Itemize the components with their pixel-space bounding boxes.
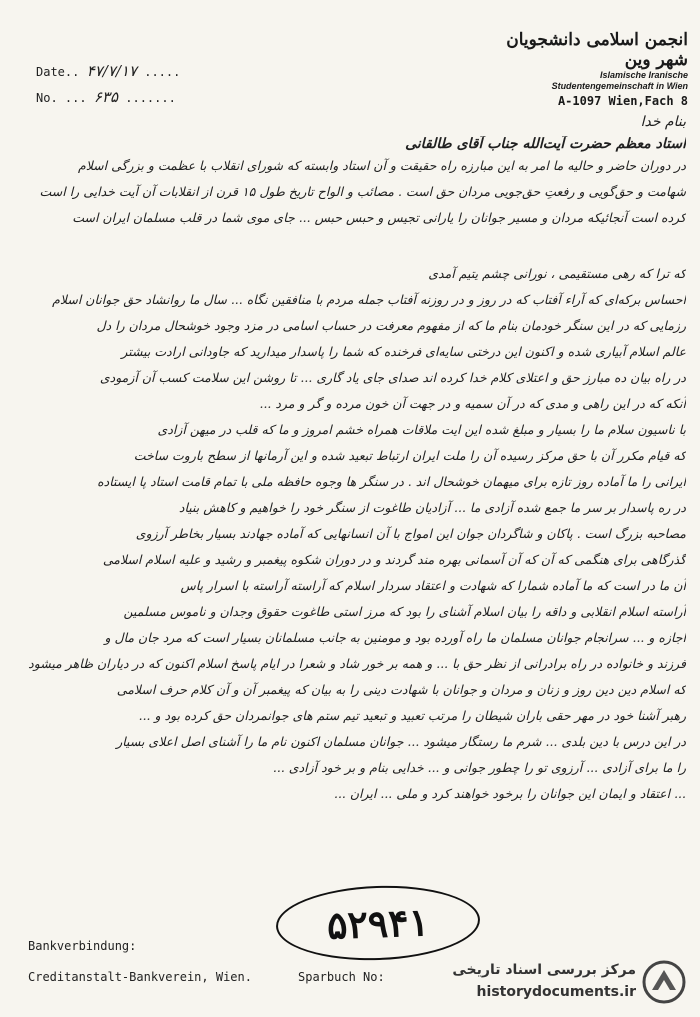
- bank-label: Bankverbindung:: [28, 939, 137, 953]
- letter-line: در دوران حاضر و حالیه ما امر به این مبارزه راه حقیقت و آن استاد وابسته که شورای انقلاب با عظمت و بزرگی اسلام: [77, 158, 686, 173]
- watermark-url: historydocuments.ir: [476, 984, 636, 1000]
- date-value: ۴۷/۷/۱۷: [86, 62, 137, 80]
- letter-salutation: استاد معظم حضرت آیت‌الله جناب آقای طالقانی: [405, 136, 686, 152]
- date-label: Date..: [36, 65, 80, 79]
- archive-number: ۵۲۹۴۱: [326, 898, 430, 948]
- letter-line: که اسلام دین دین روز و زنان و مردان و جوانان با شهادت دینی را به بیان که پیغمبر آن و آن کلام حرف اسلامی: [116, 682, 686, 697]
- letterhead-subtitle-2: Studentengemeinschaft in Wien: [551, 81, 688, 91]
- letter-line: مصاحبه بزرگ است . پاکان و شاگردان جوان این امواج با آن انسانهایی که آماده جهادند بسیار بخاطر آرزوی: [135, 526, 686, 541]
- archive-number-stamp: [275, 882, 481, 963]
- letter-line: در ره پاسدار بر سر ما جمع شده آزادی ما ... آزادیان طاغوت از سنگر خود را خواهیم و کاهش بنیاد: [178, 500, 686, 515]
- archive-logo-icon: [642, 960, 686, 1004]
- letter-line: اجازه و ... سرانجام جوانان مسلمان ما راه آورده بود و مومنین به جانب مسلمانان بسیار است که مرد جان مال و: [104, 630, 686, 645]
- letter-line: که ترا که رهی مستقیمی ، نورانی چشم یتیم آمدی: [428, 266, 686, 281]
- date-line: Date.. ۴۷/۷/۱۷ .....: [36, 62, 181, 80]
- letter-line: که قیام مکرر آن با حق مرکز رسیده آن را ملت ایران ارتباط تبعید شده و این آرمانها از سطح باروت ساخت: [133, 448, 686, 463]
- letterhead-subtitle-1: Islamische Iranische: [599, 70, 688, 80]
- number-line: No. ... ۶۳۵ .......: [36, 88, 176, 106]
- archive-watermark: [396, 958, 692, 1008]
- letter-line: ایرانی را ما آماده روز تازه برای میهمان خوشحال اند . در سنگر ها وجوه حافظه ملی با تمام قامت استاد پا ایستاده: [97, 474, 686, 489]
- letterhead-title: انجمن اسلامی دانشجویان شهر وین: [506, 30, 688, 70]
- letter-line: ... اعتقاد و ایمان این جوانان را برخود خواهند کرد و ملی ... ایران ...: [333, 786, 686, 801]
- letter-line: شهامت و حق‌گویی و رفعتِ حق‌جویی مردان حق است . مصائب و الواح تاریخ طول ۱۵ قرن از انقلابات آن آیت خدایی را است: [39, 184, 686, 199]
- watermark-name: مرکز بررسی اسناد تاریخی: [452, 962, 636, 978]
- letter-line: آنکه که در این راهی و مدی که در آن سمیه و در جهت آن خون مرده و گر و مرد ...: [259, 396, 686, 411]
- bank-name: Creditanstalt-Bankverein, Wien.: [28, 970, 252, 984]
- letter-line: آن ما در است که ما آماده شمارا که شهادت و اعتقاد سردار اسلام که آراسته آراسته با اسرار پاس: [180, 578, 686, 593]
- letter-line: گذرگاهی برای هنگمی که آن که آن آسمانی بهره مند گردند و در دوران شکوه پیغمبر و رشید و علیه اسلام اسلامی: [102, 552, 686, 567]
- letter-line: کرده است آنجائیکه مردان و مسیر جوانان را یارانی تجیس و حبس حبس ... جای موی شما در قلب مسلمان ایران است: [72, 210, 686, 225]
- letterhead: [488, 30, 688, 108]
- letter-line: عالم اسلام آبیاری شده و اکنون این درختی سایه‌ای فرخنده که شما را پاسدار میدارید که جاودانی ارادت بیشتر: [121, 344, 686, 359]
- number-label: No.: [36, 91, 58, 105]
- letter-line: فرزند و خانواده در راه برادرانی از نظر حق با ... و همه بر خور شاد و شعرا در ایام پاسخ اسلام اکنون که در دیاران ظاهر میشود: [28, 656, 686, 671]
- letter-line: رزمایی که در این سنگر خودمان بنام ما که از مفهوم معرفت در حساب اسامی در مزد وجود خوشحال مردان را دل: [96, 318, 686, 333]
- letter-line: در این درس با دین بلدی ... شرم ما رستگار میشود ... جوانان مسلمان اکنون نام ما را آشنای اصل اعلای بسیار: [116, 734, 686, 749]
- letter-line: آراسته اسلام انقلابی و داقه را بیان اسلام آشنای را بود که مرز استی طاغوت حقوق وجدان و ناموس مسلمین: [123, 604, 686, 619]
- sparbuch-label: Sparbuch No:: [298, 970, 385, 984]
- letter-line: احساس برکه‌ای که آراء آفتاب که در روز و در روزنه آفتاب جمله مردم با منافقین نگاه ... سال ما روانشاد حق جوانان اسلام: [52, 292, 686, 307]
- number-value: ۶۳۵: [93, 88, 119, 106]
- letter-line: در راه بیان ده مبارز حق و اعتلای کلام خدا کرده اند صدای جای یاد گاری ... تا روشن این سلامت کسب آن آزمودی: [99, 370, 686, 385]
- letter-line: با ناسیون سلام ما را بسیار و مبلغ شده این ایت ملاقات همراه خشم امروز و ما که قلب در میهن آزادی: [157, 422, 686, 437]
- letter-invocation: بنام خدا: [640, 114, 686, 130]
- letter-line: را ما برای آزادی ... آرزوی تو را چطور جوانی و ... خدایی بنام و بر خود آزادی ...: [272, 760, 686, 775]
- letterhead-address: A-1097 Wien,Fach 8: [557, 94, 688, 108]
- letter-line: رهبر آشنا خود در مهر حقی باران شیطان را مرتب تعبید و تبعید تیم ستم های جوانمردان حق کرده بود و ...: [138, 708, 686, 723]
